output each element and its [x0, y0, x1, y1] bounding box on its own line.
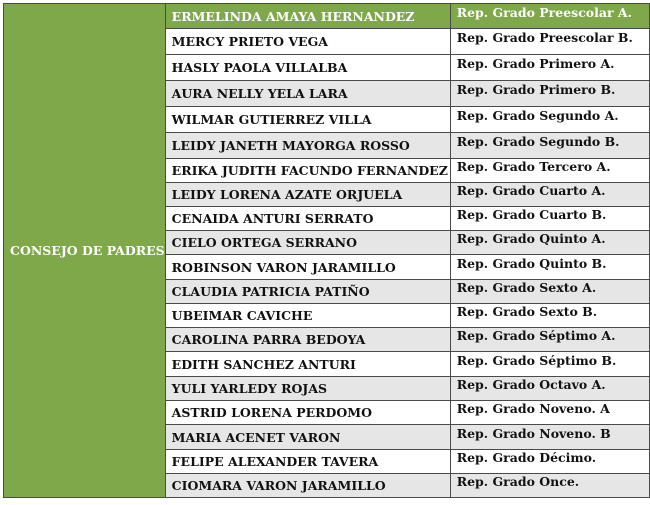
- member-name: UBEIMAR CAVICHE: [165, 304, 450, 328]
- member-name: EDITH SANCHEZ ANTURI: [165, 352, 450, 377]
- member-role: [450, 425, 649, 450]
- member-name: CAROLINA PARRA BEDOYA: [165, 328, 450, 352]
- member-role: [450, 183, 649, 207]
- member-role-text: Rep. Grado Quinto A.: [456, 231, 606, 246]
- member-role-text: Rep. Grado Séptimo A.: [456, 328, 616, 343]
- member-name: ASTRID LORENA PERDOMO: [165, 401, 450, 425]
- member-name: CIELO ORTEGA SERRANO: [165, 231, 450, 255]
- member-name: ERMELINDA AMAYA HERNANDEZ: [165, 4, 450, 29]
- member-role: [450, 29, 649, 55]
- member-role-text: Rep. Grado Sexto A.: [456, 280, 597, 295]
- member-role-text: Rep. Grado Cuarto A.: [456, 183, 606, 198]
- member-name: ERIKA JUDITH FACUNDO FERNANDEZ: [165, 159, 450, 183]
- member-role: [450, 474, 649, 498]
- member-name: ROBINSON VARON JARAMILLO: [165, 255, 450, 280]
- member-role: [450, 159, 649, 183]
- member-name: AURA NELLY YELA LARA: [165, 81, 450, 107]
- member-role-text: Rep. Grado Noveno. A: [456, 401, 610, 416]
- member-name: CENAIDA ANTURI SERRATO: [165, 207, 450, 231]
- member-name: YULI YARLEDY ROJAS: [165, 377, 450, 401]
- group-label: CONSEJO DE PADRES: [10, 243, 165, 258]
- member-name: HASLY PAOLA VILLALBA: [165, 55, 450, 81]
- member-role: [450, 207, 649, 231]
- member-role-text: Rep. Grado Segundo A.: [456, 108, 619, 123]
- council-table-body: [4, 4, 650, 498]
- member-role: [450, 231, 649, 255]
- member-role: [450, 377, 649, 401]
- member-name: MERCY PRIETO VEGA: [165, 29, 450, 55]
- member-role-text: Rep. Grado Segundo B.: [456, 134, 620, 149]
- member-role: [450, 450, 649, 474]
- member-role-text: Rep. Grado Primero B.: [456, 82, 616, 97]
- member-name: LEIDY LORENA AZATE ORJUELA: [165, 183, 450, 207]
- member-role: [450, 81, 649, 107]
- member-role-text: Rep. Grado Once.: [456, 474, 580, 489]
- member-name: CIOMARA VARON JARAMILLO: [165, 474, 450, 498]
- member-name: FELIPE ALEXANDER TAVERA: [165, 450, 450, 474]
- member-role: [450, 401, 649, 425]
- member-role-text: Rep. Grado Primero A.: [456, 56, 615, 71]
- member-role-text: Rep. Grado Cuarto B.: [456, 207, 607, 222]
- member-role: [450, 304, 649, 328]
- member-name: WILMAR GUTIERREZ VILLA: [165, 107, 450, 133]
- member-role-text: Rep. Grado Quinto B.: [456, 255, 607, 271]
- member-role-text: Rep. Grado Preescolar A.: [456, 4, 632, 20]
- member-role-text: Rep. Grado Octavo A.: [456, 377, 606, 392]
- member-name: CLAUDIA PATRICIA PATIÑO: [165, 280, 450, 304]
- group-label-cell: [4, 4, 166, 498]
- member-role-text: Rep. Grado Décimo.: [456, 450, 597, 465]
- table-row: [4, 4, 650, 29]
- member-role-text: Rep. Grado Preescolar B.: [456, 30, 633, 45]
- member-role-text: Rep. Grado Tercero A.: [456, 159, 611, 174]
- member-role-text: Rep. Grado Noveno. B: [456, 425, 611, 441]
- member-role: [450, 280, 649, 304]
- member-name: LEIDY JANETH MAYORGA ROSSO: [165, 133, 450, 159]
- member-role: [450, 107, 649, 133]
- member-role: [450, 55, 649, 81]
- member-role-text: Rep. Grado Séptimo B.: [456, 352, 617, 368]
- council-table-container: [3, 3, 650, 498]
- member-role: [450, 255, 649, 280]
- member-role: [450, 328, 649, 352]
- member-role-text: Rep. Grado Sexto B.: [456, 304, 598, 319]
- member-role: [450, 4, 649, 29]
- member-role: [450, 352, 649, 377]
- member-role: [450, 133, 649, 159]
- member-name: MARIA ACENET VARON: [165, 425, 450, 450]
- parents-council-table: [3, 3, 650, 498]
